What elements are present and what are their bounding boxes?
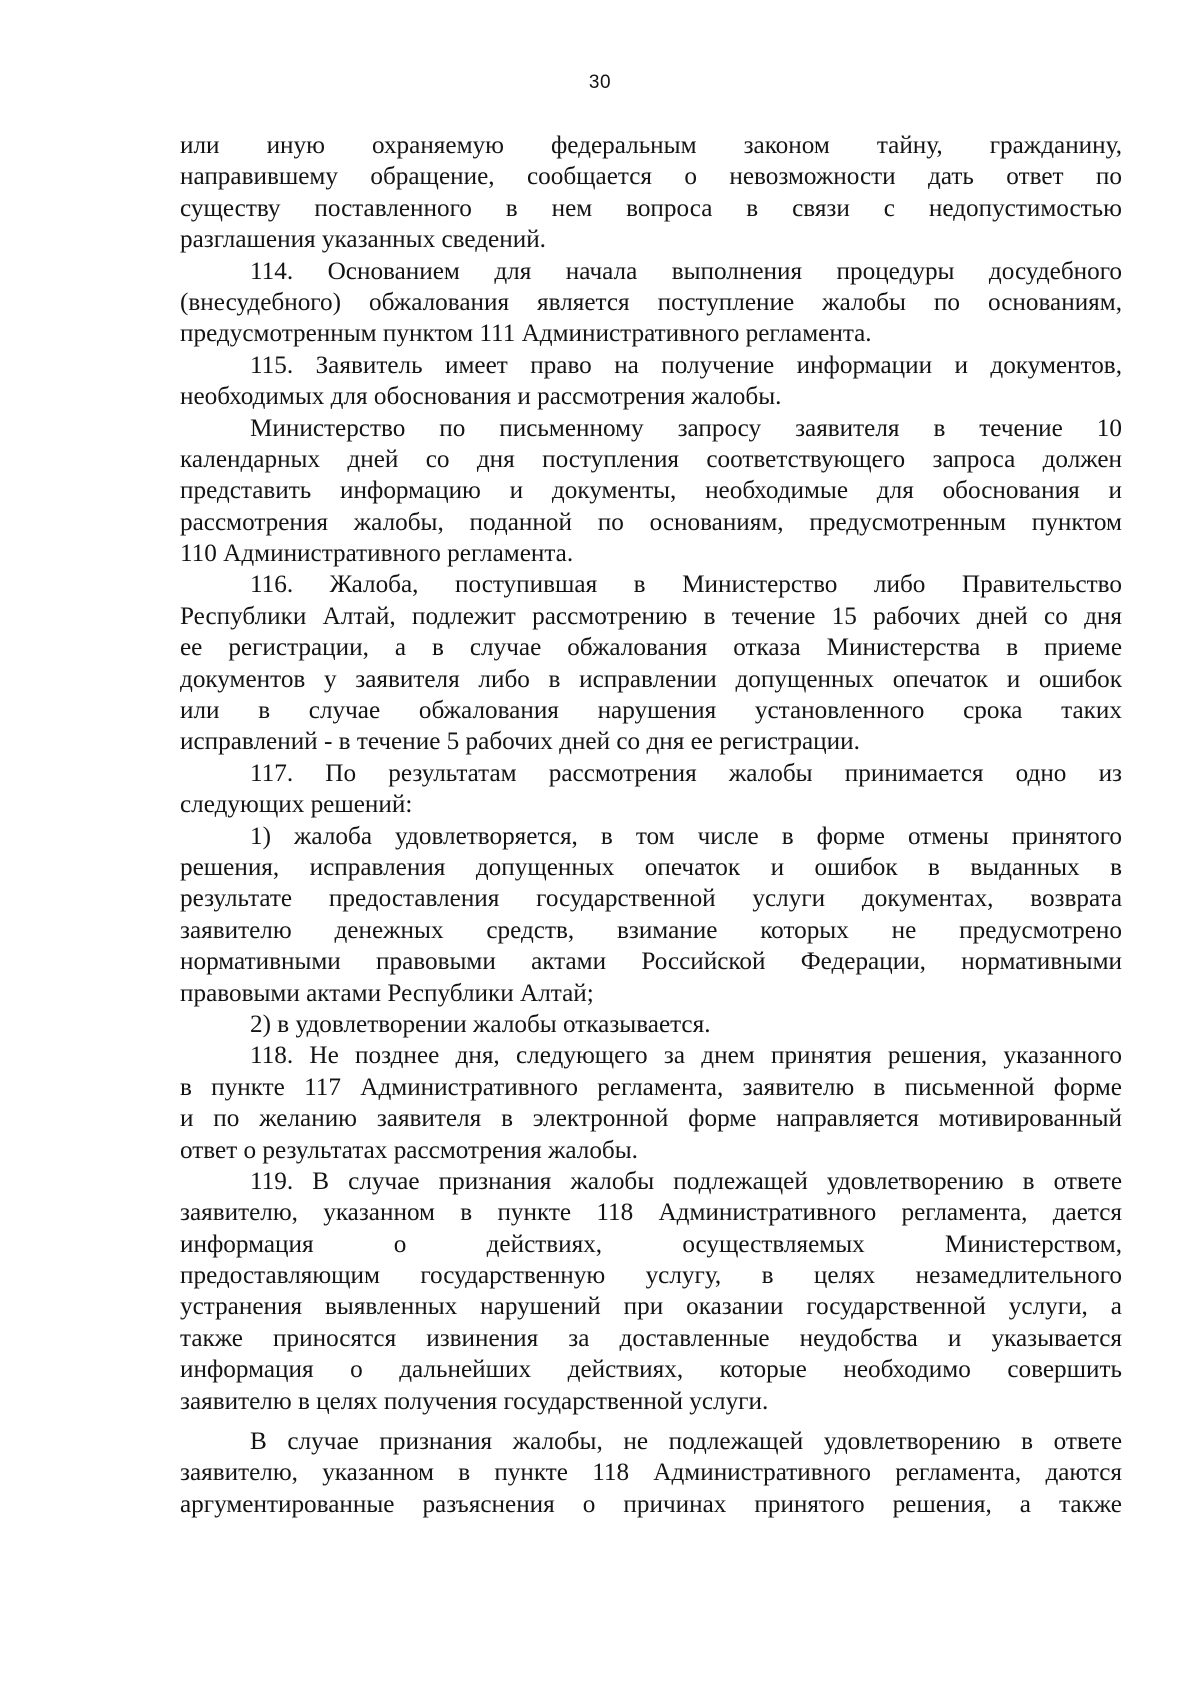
text-line: 110 Административного регламента. bbox=[180, 540, 574, 568]
paragraph bbox=[180, 1009, 1122, 1040]
text-line: разглашения указанных сведений. bbox=[180, 226, 546, 254]
text-line: или иную охраняемую федеральным законом тайну, гражданину, bbox=[180, 132, 1122, 159]
text-line: ее регистрации, а в случае обжалования отказа Министерства в приеме bbox=[180, 634, 1122, 662]
text-line: решения, исправления допущенных опечаток и ошибок в выданных в bbox=[180, 853, 1122, 881]
text-line: 114. Основанием для начала выполнения процедуры досудебного bbox=[250, 257, 1122, 285]
text-line: существу поставленного в нем вопроса в связи с недопустимостью bbox=[180, 194, 1122, 222]
page-number: 30 bbox=[588, 72, 612, 93]
text-line: заявителю в целях получения государственной услуги. bbox=[180, 1387, 769, 1415]
paragraph bbox=[180, 130, 1122, 256]
text-line: представить информацию и документы, необходимые для обоснования и bbox=[180, 477, 1122, 505]
text-line: предоставляющим государственную услугу, в целях незамедлительного bbox=[180, 1262, 1122, 1290]
text-line: (внесудебного) обжалования является поступление жалобы по основаниям, bbox=[180, 288, 1122, 316]
text-line: направившему обращение, сообщается о невозможности дать ответ по bbox=[180, 163, 1122, 191]
text-line: предусмотренным пунктом 111 Административного регламента. bbox=[180, 320, 872, 348]
paragraph bbox=[180, 413, 1122, 570]
text-line: 1) жалоба удовлетворяется, в том числе в форме отмены принятого bbox=[250, 822, 1122, 850]
text-line: информация о дальнейших действиях, которые необходимо совершить bbox=[180, 1356, 1122, 1384]
text-line: следующих решений: bbox=[180, 791, 413, 819]
paragraph bbox=[180, 256, 1122, 350]
text-line: информация о действиях, осуществляемых Министерством, bbox=[180, 1230, 1122, 1258]
text-line: 119. В случае признания жалобы подлежащей удовлетворению в ответе bbox=[250, 1167, 1122, 1195]
paragraph bbox=[180, 821, 1122, 1009]
text-line: исправлений - в течение 5 рабочих дней со дня ее регистрации. bbox=[180, 728, 860, 756]
text-line: заявителю, указанном в пункте 118 Административного регламента, даются bbox=[180, 1459, 1122, 1487]
paragraph bbox=[180, 758, 1122, 821]
text-line: необходимых для обоснования и рассмотрения жалобы. bbox=[180, 383, 782, 411]
paragraph bbox=[180, 1040, 1122, 1166]
paragraph bbox=[180, 1166, 1122, 1417]
text-line: 2) в удовлетворении жалобы отказывается. bbox=[250, 1010, 711, 1038]
text-line: 115. Заявитель имеет право на получение информации и документов, bbox=[250, 351, 1122, 379]
text-line: результате предоставления государственной услуги документах, возврата bbox=[180, 885, 1122, 913]
paragraph bbox=[180, 350, 1122, 413]
paragraph bbox=[180, 569, 1122, 757]
text-line: и по желанию заявителя в электронной форме направляется мотивированный bbox=[180, 1105, 1122, 1133]
text-line: 117. По результатам рассмотрения жалобы принимается одно из bbox=[250, 759, 1122, 787]
text-line: документов у заявителя либо в исправлении допущенных опечаток и ошибок bbox=[180, 665, 1122, 693]
text-line: календарных дней со дня поступления соответствующего запроса должен bbox=[180, 445, 1122, 473]
text-line: в пункте 117 Административного регламента, заявителю в письменной форме bbox=[180, 1073, 1122, 1101]
text-line: аргументированные разъяснения о причинах принятого решения, а также bbox=[180, 1490, 1122, 1518]
text-line: или в случае обжалования нарушения установленного срока таких bbox=[180, 697, 1122, 725]
text-line: также приносятся извинения за доставленные неудобства и указывается bbox=[180, 1324, 1122, 1352]
text-line: заявителю денежных средств, взимание которых не предусмотрено bbox=[180, 916, 1122, 944]
text-line: рассмотрения жалобы, поданной по основаниям, предусмотренным пунктом bbox=[180, 508, 1122, 536]
document-body bbox=[180, 130, 1122, 1520]
text-line: ответ о результатах рассмотрения жалобы. bbox=[180, 1136, 638, 1164]
text-line: нормативными правовыми актами Российской Федерации, нормативными bbox=[180, 948, 1122, 976]
text-line: 118. Не позднее дня, следующего за днем принятия решения, указанного bbox=[250, 1042, 1122, 1070]
paragraph bbox=[180, 1426, 1122, 1520]
text-line: правовыми актами Республики Алтай; bbox=[180, 979, 594, 1007]
text-line: Министерство по письменному запросу заявителя в течение 10 bbox=[250, 414, 1122, 442]
text-line: Республики Алтай, подлежит рассмотрению в течение 15 рабочих дней со дня bbox=[180, 602, 1122, 630]
text-line: 116. Жалоба, поступившая в Министерство либо Правительство bbox=[250, 571, 1122, 599]
text-line: В случае признания жалобы, не подлежащей удовлетворению в ответе bbox=[250, 1428, 1122, 1456]
text-line: заявителю, указанном в пункте 118 Административного регламента, дается bbox=[180, 1199, 1122, 1227]
text-line: устранения выявленных нарушений при оказании государственной услуги, а bbox=[180, 1293, 1122, 1321]
